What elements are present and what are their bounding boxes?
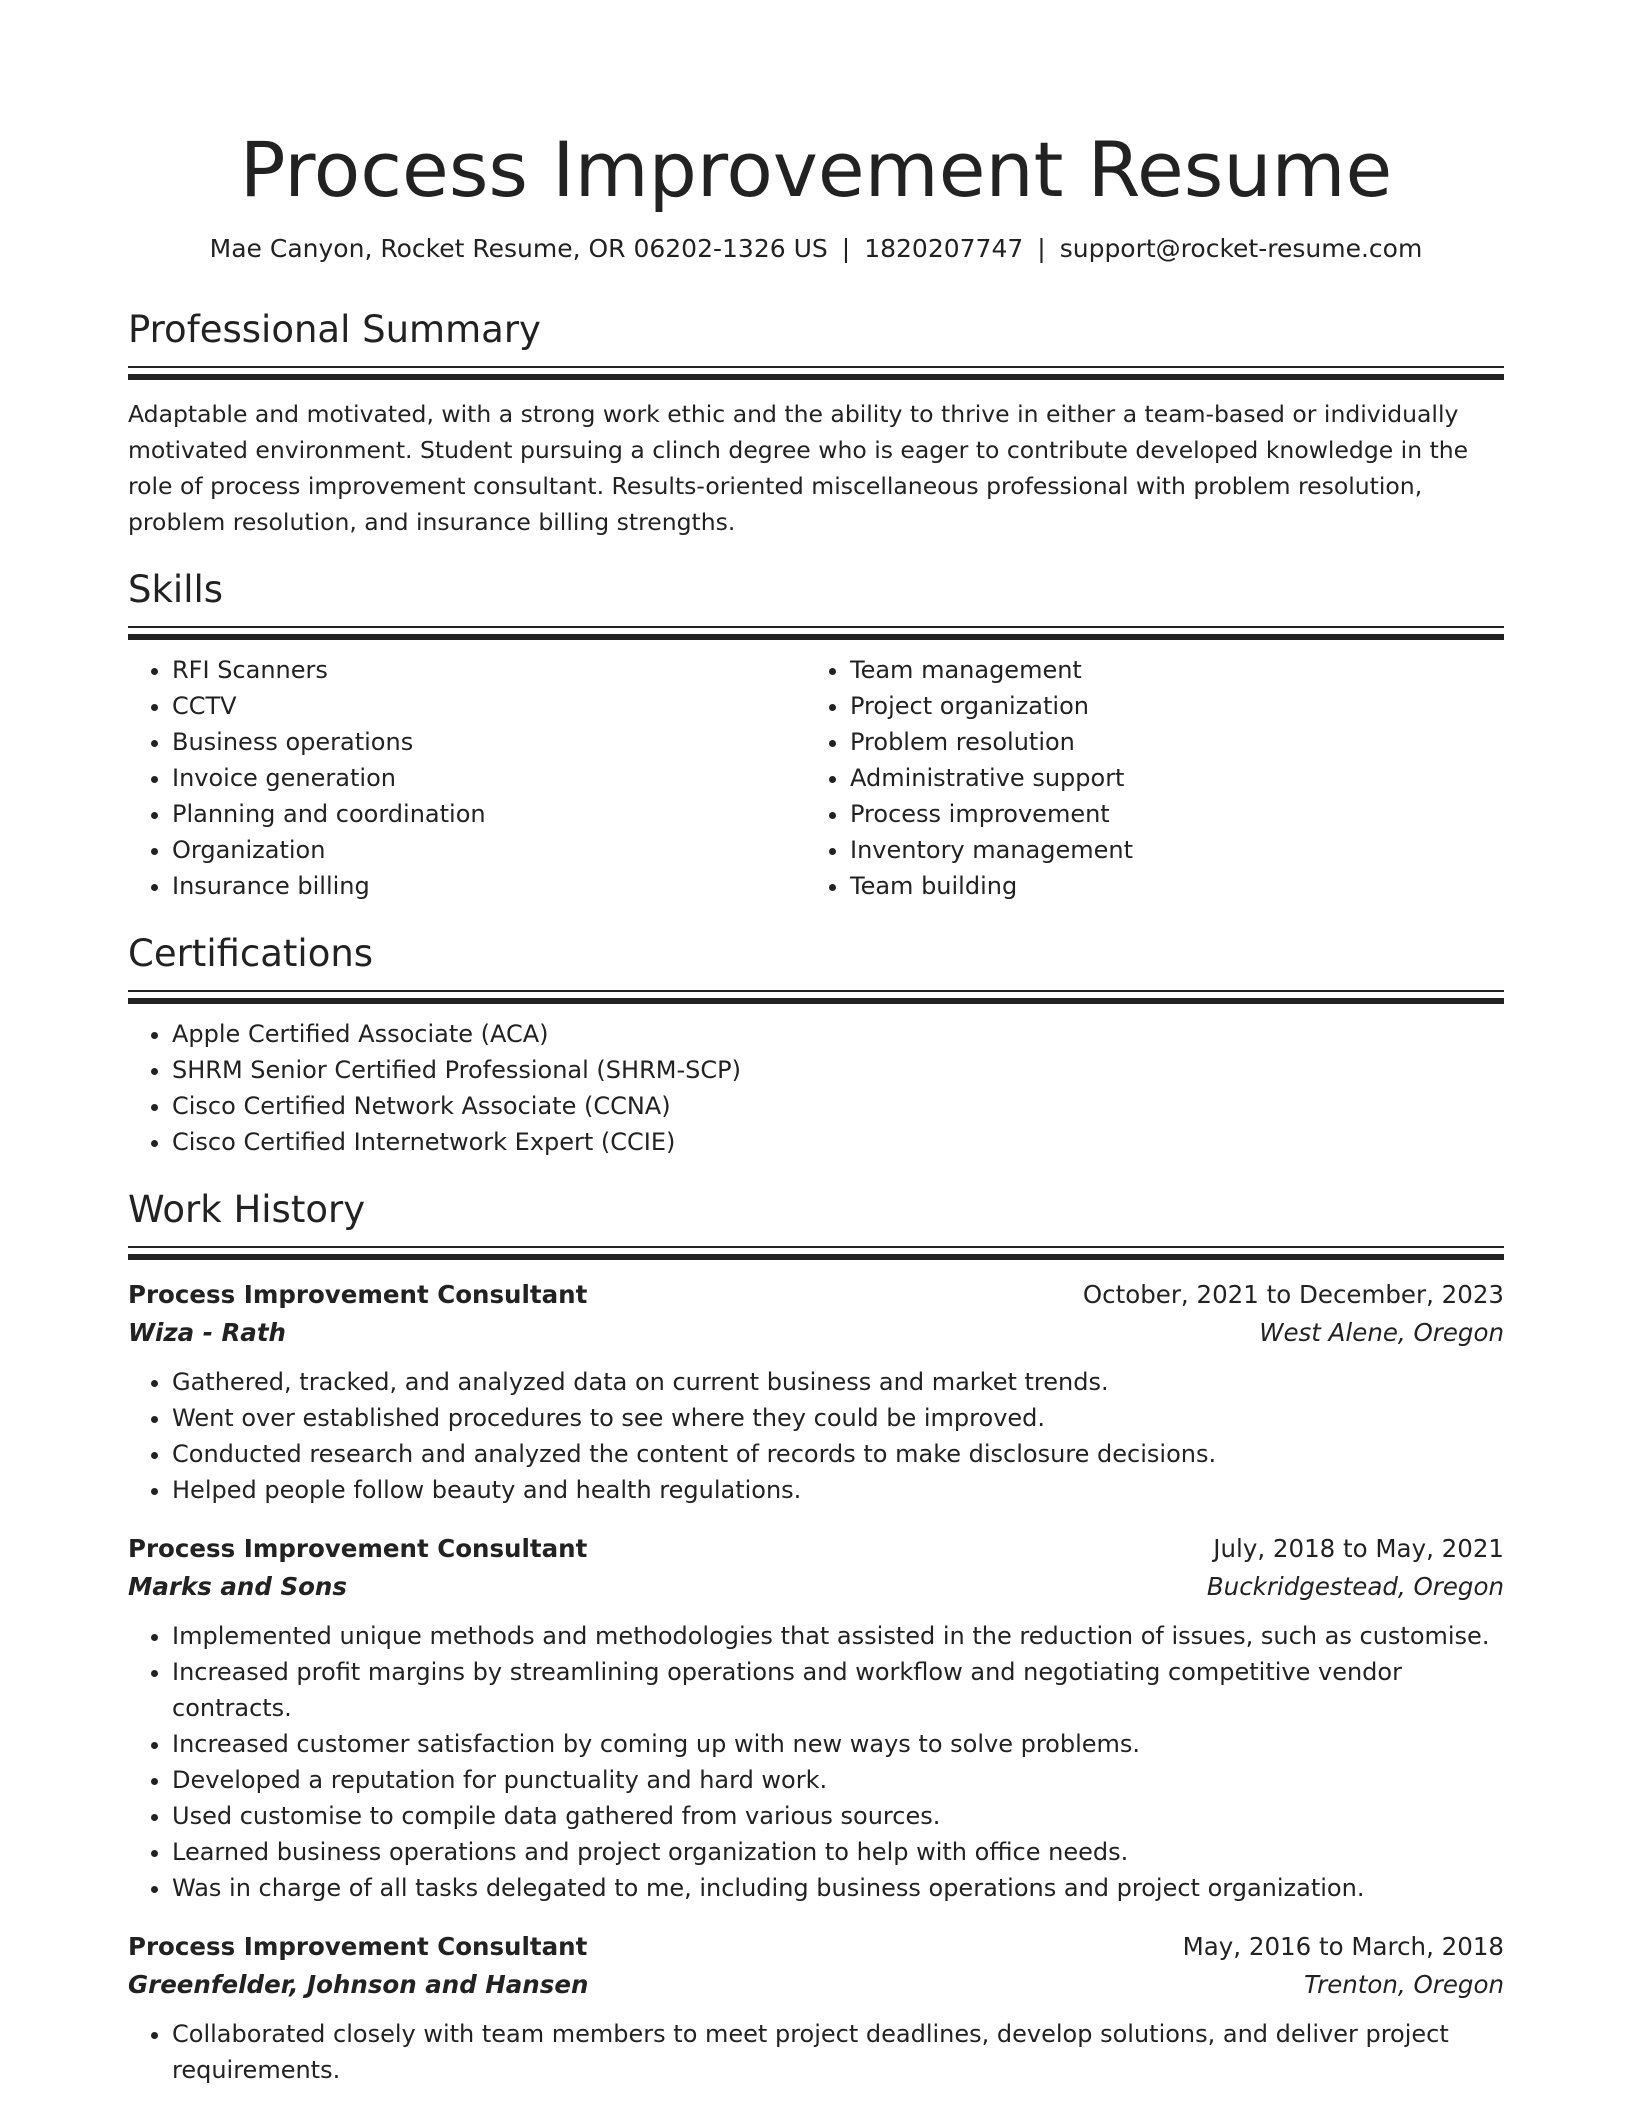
skill-item: • Business operations — [172, 724, 806, 760]
section-divider — [128, 990, 1504, 992]
job-header — [128, 1928, 1504, 1966]
skill-item: • Problem resolution — [850, 724, 1484, 760]
skills-list-right — [806, 652, 1484, 904]
job-bullets — [128, 1364, 1504, 1508]
skill-item: • Planning and coordination — [172, 796, 806, 832]
skill-item: • Project organization — [850, 688, 1484, 724]
skills-list-left — [128, 652, 806, 904]
job-company: Wiza - Rath — [128, 1318, 286, 1347]
certification-item: • Apple Certified Associate (ACA) — [172, 1016, 1504, 1052]
skill-item: • Team building — [850, 868, 1484, 904]
skill-item: • Administrative support — [850, 760, 1484, 796]
job-dates: May, 2016 to March, 2018 — [1182, 1932, 1504, 1961]
section-heading-skills: Skills — [128, 568, 224, 611]
section-heading-certifications: Certifications — [128, 932, 374, 975]
skills-section — [128, 566, 1504, 904]
certifications-list — [128, 1016, 1504, 1160]
section-divider — [128, 366, 1504, 368]
job-location: West Alene, Oregon — [1259, 1318, 1504, 1347]
contact-phone: 1820207747 — [864, 234, 1024, 263]
skill-item: • Insurance billing — [172, 868, 806, 904]
skill-item: • CCTV — [172, 688, 806, 724]
section-divider-thick — [128, 998, 1504, 1004]
contact-address: Mae Canyon, Rocket Resume, OR 06202-1326 US — [209, 234, 828, 263]
page-title: Process Improvement Resume — [239, 125, 1393, 214]
section-heading-work-history: Work History — [128, 1188, 366, 1231]
job-bullets — [128, 1618, 1504, 1906]
certification-item: • Cisco Certified Network Associate (CCNA) — [172, 1088, 1504, 1124]
job-header — [128, 1276, 1504, 1314]
skills-grid — [128, 652, 1504, 904]
job-bullet: • Increased profit margins by streamlining operations and workflow and negotiating competitive vendor contracts. — [172, 1654, 1504, 1726]
section-divider-thick — [128, 374, 1504, 380]
skill-item: • Inventory management — [850, 832, 1484, 868]
job-bullet: • Implemented unique methods and methodologies that assisted in the reduction of issues, such as customise. — [172, 1618, 1504, 1654]
skill-item: • Invoice generation — [172, 760, 806, 796]
section-heading-summary: Professional Summary — [128, 308, 541, 351]
summary-text: Adaptable and motivated, with a strong work ethic and the ability to thrive in either a team-based or individually motivated environment. Student pursuing a clinch degree who is eager to contribute developed knowledge in the role of process improvement consultant. Results-oriented miscellaneous professional with problem resolution, problem resolution, and insurance billing strengths. — [128, 400, 1469, 536]
job-bullets — [128, 2016, 1504, 2088]
resume-page — [128, 120, 1504, 2088]
job-subheader — [128, 1314, 1504, 1352]
job-title: Process Improvement Consultant — [128, 1932, 588, 1961]
job-bullet: • Increased customer satisfaction by coming up with new ways to solve problems. — [172, 1726, 1504, 1762]
section-divider-thick — [128, 634, 1504, 640]
certification-item: • Cisco Certified Internetwork Expert (CCIE) — [172, 1124, 1504, 1160]
job-bullet: • Developed a reputation for punctuality and hard work. — [172, 1762, 1504, 1798]
job-bullet: • Gathered, tracked, and analyzed data on current business and market trends. — [172, 1364, 1504, 1400]
section-divider-thick — [128, 1254, 1504, 1260]
job-bullet: • Helped people follow beauty and health regulations. — [172, 1472, 1504, 1508]
skill-item: • Team management — [850, 652, 1484, 688]
job-entry — [128, 1530, 1504, 1906]
skill-item: • Organization — [172, 832, 806, 868]
job-dates: July, 2018 to May, 2021 — [1213, 1534, 1504, 1563]
certification-item: • SHRM Senior Certified Professional (SHRM-SCP) — [172, 1052, 1504, 1088]
job-title: Process Improvement Consultant — [128, 1534, 588, 1563]
job-dates: October, 2021 to December, 2023 — [1082, 1280, 1504, 1309]
job-bullet: • Was in charge of all tasks delegated to me, including business operations and project organization. — [172, 1870, 1504, 1906]
job-bullet: • Learned business operations and project organization to help with office needs. — [172, 1834, 1504, 1870]
job-header — [128, 1530, 1504, 1568]
summary-section — [128, 306, 1504, 540]
skill-item: • RFI Scanners — [172, 652, 806, 688]
job-subheader — [128, 1568, 1504, 1606]
contact-email[interactable]: support@rocket-resume.com — [1059, 234, 1423, 263]
job-bullet: • Used customise to compile data gathered from various sources. — [172, 1798, 1504, 1834]
work-history-section — [128, 1186, 1504, 2088]
job-title: Process Improvement Consultant — [128, 1280, 588, 1309]
section-divider — [128, 1246, 1504, 1248]
contact-separator: | — [1037, 234, 1046, 263]
job-company: Greenfelder, Johnson and Hansen — [128, 1970, 589, 1999]
job-entry — [128, 1928, 1504, 2088]
job-bullet: • Went over established procedures to see where they could be improved. — [172, 1400, 1504, 1436]
job-location: Buckridgestead, Oregon — [1206, 1572, 1504, 1601]
job-bullet: • Conducted research and analyzed the content of records to make disclosure decisions. — [172, 1436, 1504, 1472]
skill-item: • Process improvement — [850, 796, 1484, 832]
job-entry — [128, 1276, 1504, 1508]
job-location: Trenton, Oregon — [1304, 1970, 1504, 1999]
certifications-section — [128, 930, 1504, 1160]
job-bullet: • Collaborated closely with team members to meet project deadlines, develop solutions, and deliver project requirements. — [172, 2016, 1504, 2088]
contact-separator: | — [841, 234, 851, 263]
contact-line — [128, 232, 1504, 266]
job-subheader — [128, 1966, 1504, 2004]
job-company: Marks and Sons — [128, 1572, 347, 1601]
section-divider — [128, 626, 1504, 628]
